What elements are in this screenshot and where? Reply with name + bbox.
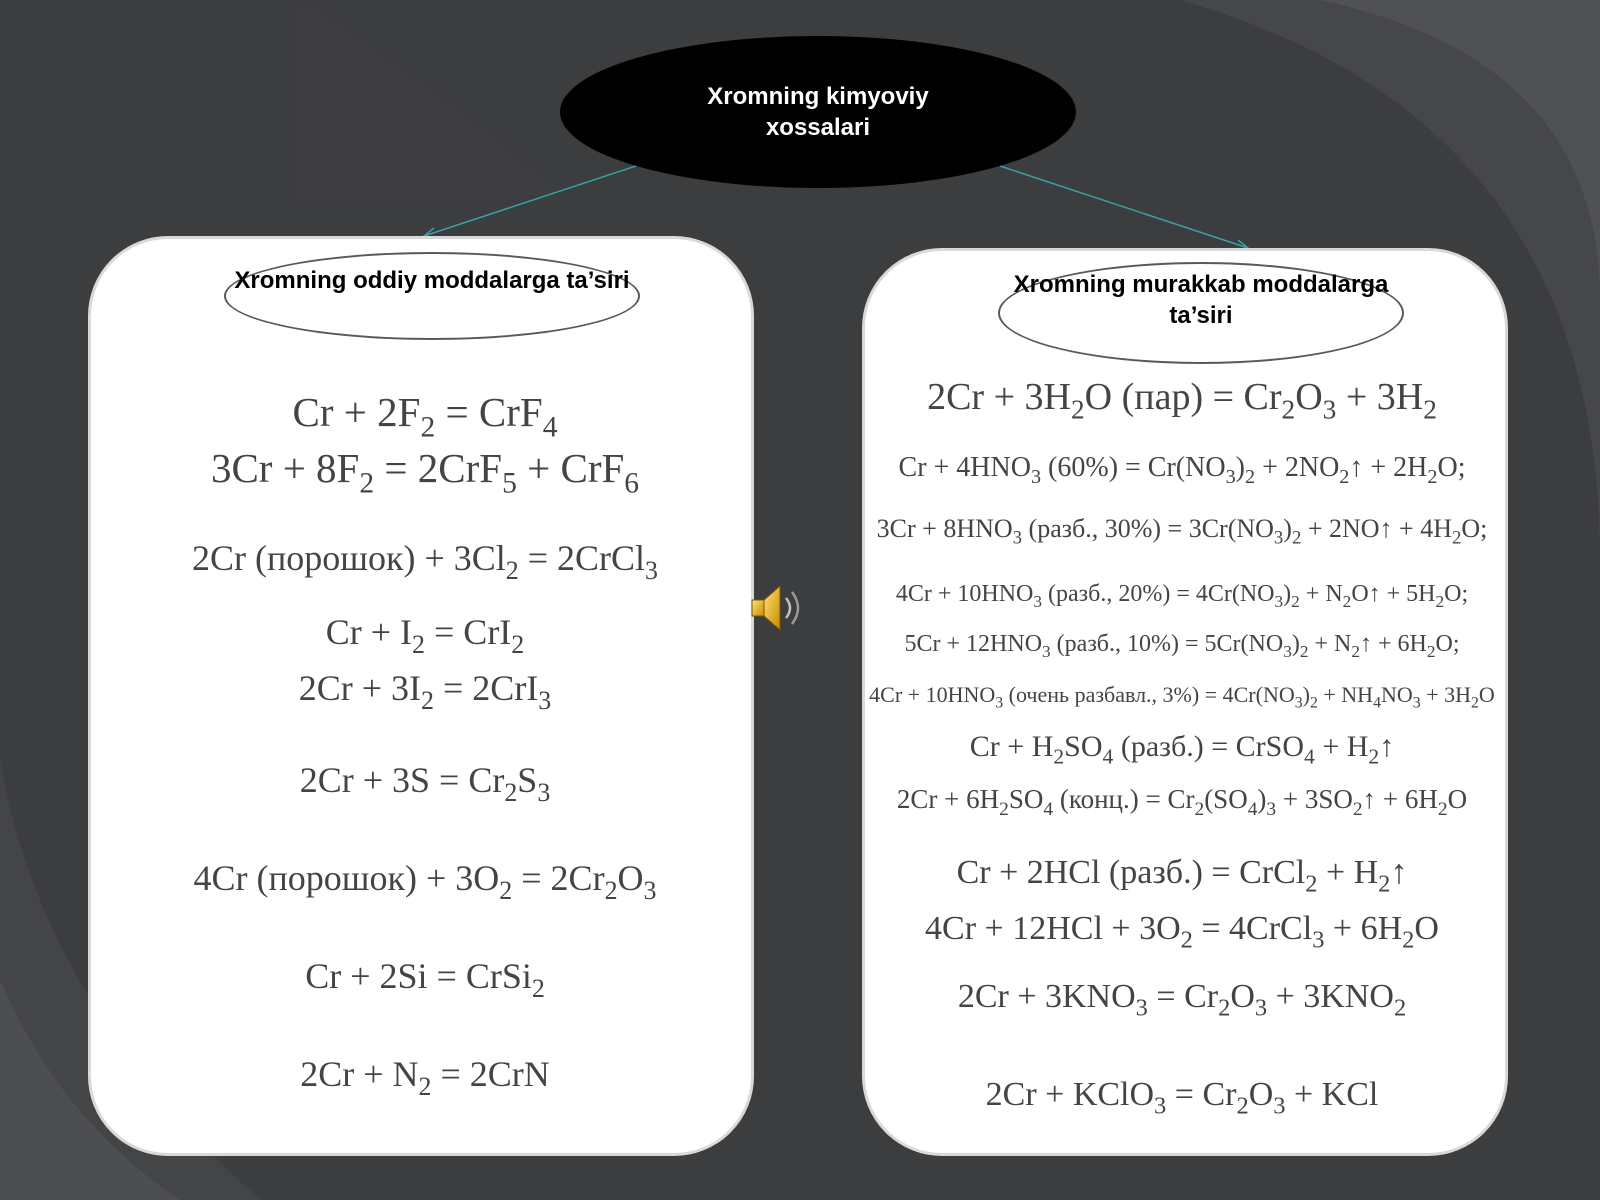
left-heading-text: Xromning oddiy moddalarga ta’siri	[234, 267, 630, 294]
right-equation-list	[866, 0, 1498, 1200]
equation: $5Cr + 12HNO_3$ (разб., $10\%) = 5Cr(NO_3)_2$ + $N_2↑ + 6H_2O$;	[904, 631, 1460, 662]
left-equation-list	[130, 0, 720, 1200]
equation: $Cr + 2F_2 = CrF_4$	[292, 389, 558, 444]
equation: $Cr + H_2SO_4$ (разб.) = CrSO$_4$ + $H_2↑$	[969, 730, 1395, 769]
equation: 2Cr + KClO$_3$ = $Cr_2O_3$ + KCl	[985, 1076, 1379, 1120]
equation: $3Cr + 8F_2 = 2CrF_5 + CrF_6$	[210, 445, 640, 500]
equation: $2Cr + 3S = Cr_2S_3$	[299, 760, 551, 808]
equation: $2Cr + 3H_2O$ $(пар) = Cr_2O_3 + 3H_2$	[927, 376, 1437, 425]
equation: Cr + 2Si = CrSi$_2$	[305, 956, 545, 1004]
equation: $Cr + I_2 = CrI_2$	[325, 612, 525, 660]
equation: 4Cr (порошок) + $3O_2 = 2Cr_2O_3$	[193, 858, 657, 906]
right-heading-text: Xromning murakkab moddalarga ta’siri	[1013, 271, 1389, 329]
equation: $4Cr + 10HNO_3$ (разб., $20\%) = 4Cr(NO_3)_2$ + $N_2O↑ + 5H_2O$;	[895, 581, 1469, 612]
equation: $4Cr + 12HCl + 3O_2$ = 4CrCl$_3$ + $6H_2O$	[925, 910, 1439, 954]
equation: 2Cr (порошок) + $3Cl_2$ = 2CrCl$_3$	[191, 538, 658, 586]
equation: $2Cr + N_2 = 2CrN$	[300, 1054, 550, 1102]
title-text: Xromning kimyoviy xossalari	[707, 83, 929, 141]
equation: $3Cr + 8HNO_3$ (разб., $30\%) = 3Cr(NO_3)_2$ + 2NO↑ + $4H_2O$;	[876, 514, 1488, 549]
equation: Cr + 2HCl (разб.) = CrCl$_2$ + $H_2↑$	[956, 854, 1408, 898]
equation: $2Cr + 3KNO_3 = Cr_2O_3 + 3KNO_2$	[957, 978, 1407, 1022]
equation: $2Cr + 3I_2 = 2CrI_3$	[298, 668, 552, 716]
speaker-icon[interactable]	[748, 580, 808, 636]
equation: $2Cr + 6H_2SO_4$ (конц.) = $Cr_2(SO_4)_3$ + $3SO_2↑ + 6H_2O$	[896, 784, 1468, 820]
equation: $4Cr + 10HNO_3$ (очень разбавл., $3\%) = 4Cr(NO_3)_2 + NH_4NO_3 + 3H_2O$	[869, 682, 1495, 712]
equation: $Cr + 4HNO_3$ $(60\%) = Cr(NO_3)_2$ + $2NO_2↑ + 2H_2O$;	[898, 452, 1466, 489]
